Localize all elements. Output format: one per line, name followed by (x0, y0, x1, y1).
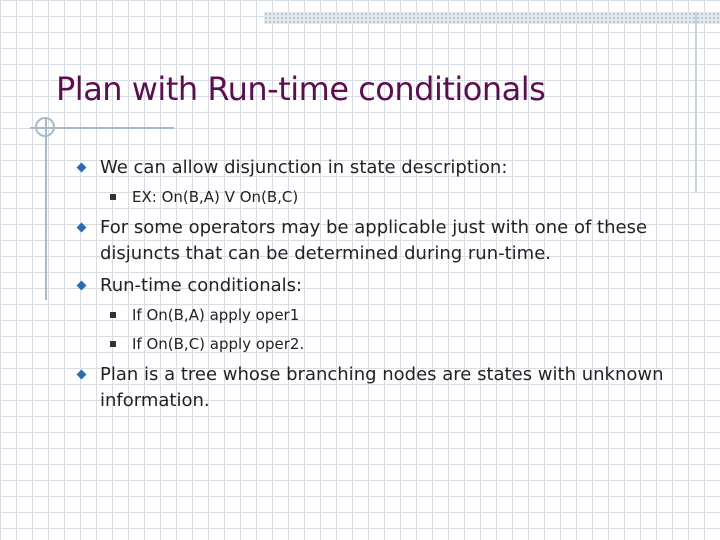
sub-bullet-text: If On(B,C) apply oper2. (132, 335, 305, 353)
diamond-bullet-icon (77, 370, 87, 380)
square-bullet-icon (110, 341, 116, 347)
diamond-bullet-icon (77, 223, 87, 233)
sub-bullet-text: If On(B,A) apply oper1 (132, 306, 300, 324)
sub-bullet-text: EX: On(B,A) V On(B,C) (132, 188, 299, 206)
bullet-item (78, 362, 678, 414)
bullet-text: We can allow disjunction in state description: (100, 157, 508, 178)
sub-bullet-item (110, 305, 670, 325)
bullet-text: Plan is a tree whose branching nodes are states with unknown information. (100, 364, 664, 411)
bullet-item (78, 215, 678, 267)
diamond-bullet-icon (77, 281, 87, 291)
bullet-text: For some operators may be applicable just with one of these disjuncts that can be determined during run-time. (100, 217, 648, 264)
square-bullet-icon (110, 312, 116, 318)
square-bullet-icon (110, 194, 116, 200)
sub-bullet-item (110, 334, 670, 354)
bullet-item (78, 155, 678, 181)
diamond-bullet-icon (77, 163, 87, 173)
bullet-text: Run-time conditionals: (100, 275, 303, 296)
slide-title: Plan with Run-time conditionals (56, 70, 546, 108)
sub-bullet-item (110, 187, 670, 207)
bullet-item (78, 273, 678, 299)
